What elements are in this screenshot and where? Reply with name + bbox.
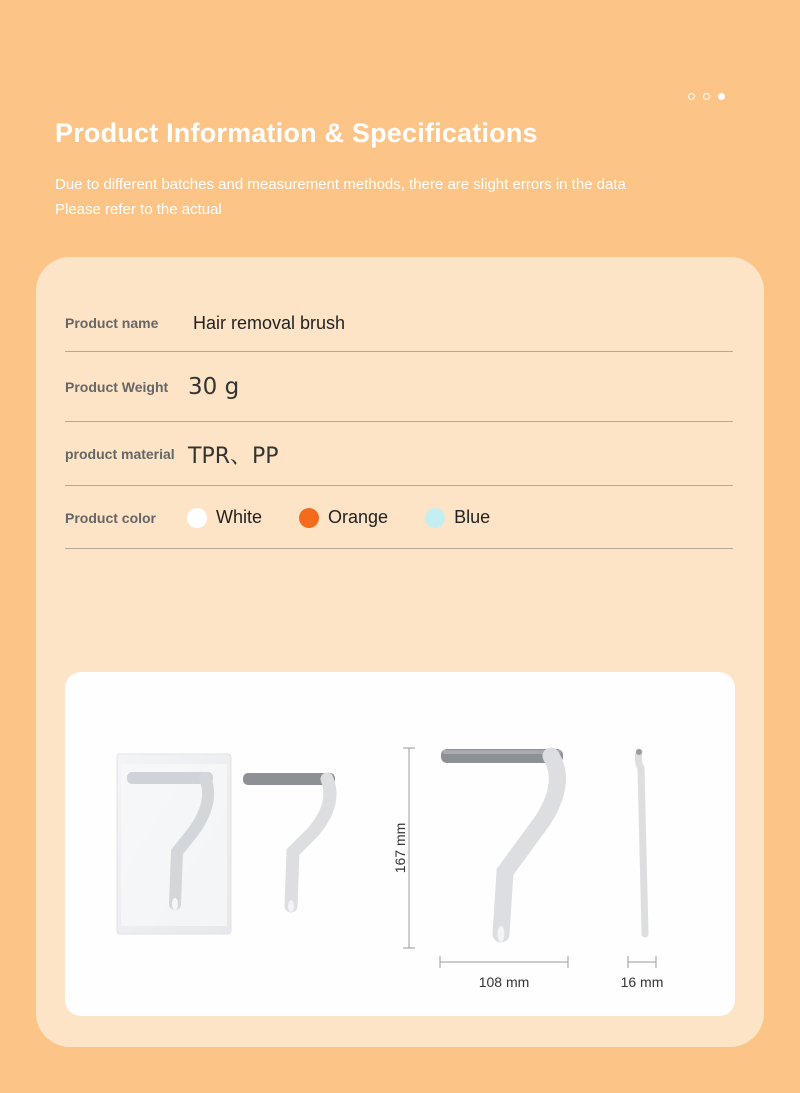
color-option-orange[interactable]: [299, 507, 388, 528]
brush-side-image: [636, 749, 645, 934]
color-name-orange: Orange: [328, 507, 389, 527]
color-name-white: White: [216, 507, 263, 527]
width-label: 108 mm: [478, 974, 530, 990]
thickness-label: 16 mm: [620, 974, 664, 990]
spec-card: [36, 257, 764, 1047]
color-option-white[interactable]: [187, 507, 262, 528]
subtitle-line-1: Due to different batches and measurement methods, there are slight errors in the data: [55, 176, 626, 193]
brush-front-small-image: [243, 773, 335, 912]
color-swatch-blue: [425, 508, 445, 528]
packaged-brush-image: [117, 754, 231, 934]
thickness-dimension: [621, 956, 664, 990]
subtitle-line-2: Please refer to the actual: [55, 201, 222, 218]
spec-label-color: Product color: [65, 509, 157, 526]
height-label: 167 mm: [392, 822, 408, 874]
carousel-dot[interactable]: [688, 93, 695, 100]
spec-row-name: [65, 295, 733, 352]
product-image-panel: [65, 672, 735, 1016]
width-dimension: [440, 956, 568, 990]
page-subtitle: [55, 172, 626, 222]
spec-value-name: Hair removal brush: [193, 312, 346, 333]
color-options: [187, 507, 527, 528]
spec-label-weight: Product Weight: [65, 379, 169, 395]
page-title: Product Information & Specifications: [55, 118, 538, 148]
spec-label-name: Product name: [65, 315, 159, 331]
color-swatch-white: [187, 508, 207, 528]
spec-value-weight: 30 g: [188, 374, 240, 400]
carousel-dot-active[interactable]: [718, 93, 725, 100]
spec-label-material: product material: [65, 446, 175, 462]
height-dimension: [392, 748, 415, 948]
color-option-blue[interactable]: [425, 507, 490, 528]
product-illustration: [65, 672, 735, 1016]
carousel-dot[interactable]: [703, 93, 710, 100]
color-name-blue: Blue: [454, 507, 491, 527]
spec-row-material: [65, 423, 733, 486]
spec-row-weight: [65, 353, 733, 422]
color-swatch-orange: [299, 508, 319, 528]
carousel-indicator: [688, 93, 725, 100]
spec-row-color: [65, 487, 733, 549]
spec-value-material: TPR、PP: [188, 443, 279, 469]
brush-front-large-image: [441, 749, 563, 942]
